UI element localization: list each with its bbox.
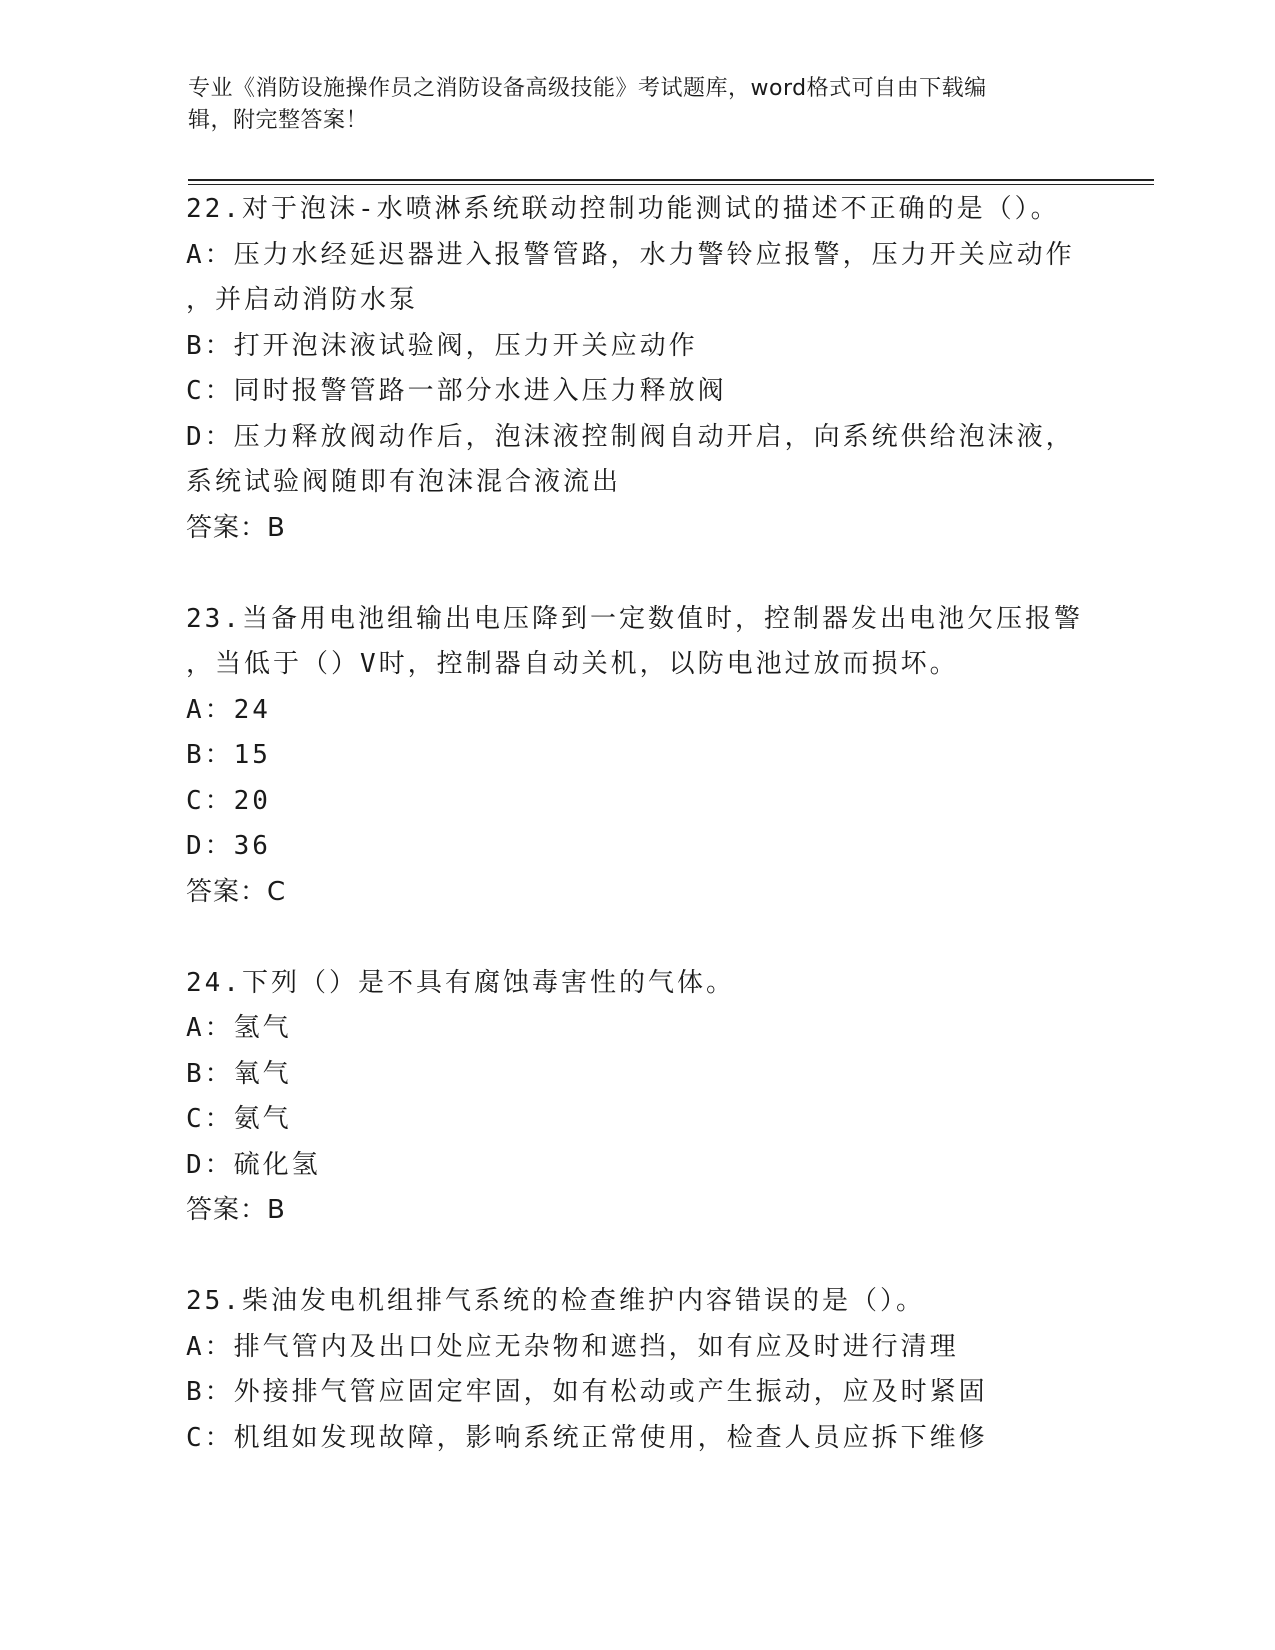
answer-line: 答案：B xyxy=(186,512,286,543)
option-a: A：压力水经延迟器进入报警管路，水力警铃应报警，压力开关应动作 xyxy=(186,239,1075,270)
question-stem: 22.对于泡沫-水喷淋系统联动控制功能测试的描述不正确的是（）。 xyxy=(186,194,1060,224)
header-divider-thin xyxy=(188,184,1154,185)
question-list xyxy=(186,187,1086,1461)
question-stem: 24.下列（）是不具有腐蚀毒害性的气体。 xyxy=(186,967,735,998)
option-a: A：24 xyxy=(186,694,271,725)
question-block xyxy=(186,961,1086,1234)
option-d-continued: 系统试验阀随即有泡沫混合液流出 xyxy=(186,467,622,497)
question-block xyxy=(186,1279,1086,1461)
option-d: D：36 xyxy=(186,831,271,861)
question-stem-continued: ，当低于（）V时，控制器自动关机，以防电池过放而损坏。 xyxy=(186,649,959,679)
question-spacer xyxy=(186,1234,1086,1280)
question-block xyxy=(186,187,1086,551)
question-stem: 25.柴油发电机组排气系统的检查维护内容错误的是（）。 xyxy=(186,1286,925,1316)
document-header xyxy=(188,73,1068,137)
question-spacer xyxy=(186,551,1086,597)
question-stem: 23.当备用电池组输出电压降到一定数值时，控制器发出电池欠压报警 xyxy=(186,603,1083,634)
option-b: B：15 xyxy=(186,740,271,770)
answer-line: 答案：B xyxy=(186,1195,286,1225)
option-a: A：排气管内及出口处应无杂物和遮挡，如有应及时进行清理 xyxy=(186,1331,959,1362)
option-d: D：硫化氢 xyxy=(186,1149,321,1180)
header-line-2: 辑，附完整答案！ xyxy=(188,108,369,133)
option-b: B：打开泡沫液试验阀，压力开关应动作 xyxy=(186,330,698,361)
header-divider-thick xyxy=(188,179,1154,181)
option-a-continued: ，并启动消防水泵 xyxy=(186,285,419,315)
option-d: D：压力释放阀动作后，泡沫液控制阀自动开启，向系统供给泡沫液， xyxy=(186,421,1075,452)
option-c: C：20 xyxy=(186,785,271,816)
option-c: C：机组如发现故障，影响系统正常使用，检查人员应拆下维修 xyxy=(186,1422,988,1453)
option-b: B：外接排气管应固定牢固，如有松动或产生振动，应及时紧固 xyxy=(186,1377,988,1407)
option-b: B：氧气 xyxy=(186,1058,292,1089)
option-a: A：氢气 xyxy=(186,1013,292,1043)
header-line-1: 专业《消防设施操作员之消防设备高级技能》考试题库，word格式可自由下载编 xyxy=(188,76,987,101)
question-block xyxy=(186,597,1086,916)
option-c: C：氨气 xyxy=(186,1104,292,1134)
option-c: C：同时报警管路一部分水进入压力释放阀 xyxy=(186,376,727,406)
question-spacer xyxy=(186,915,1086,961)
answer-line: 答案：C xyxy=(186,876,287,907)
